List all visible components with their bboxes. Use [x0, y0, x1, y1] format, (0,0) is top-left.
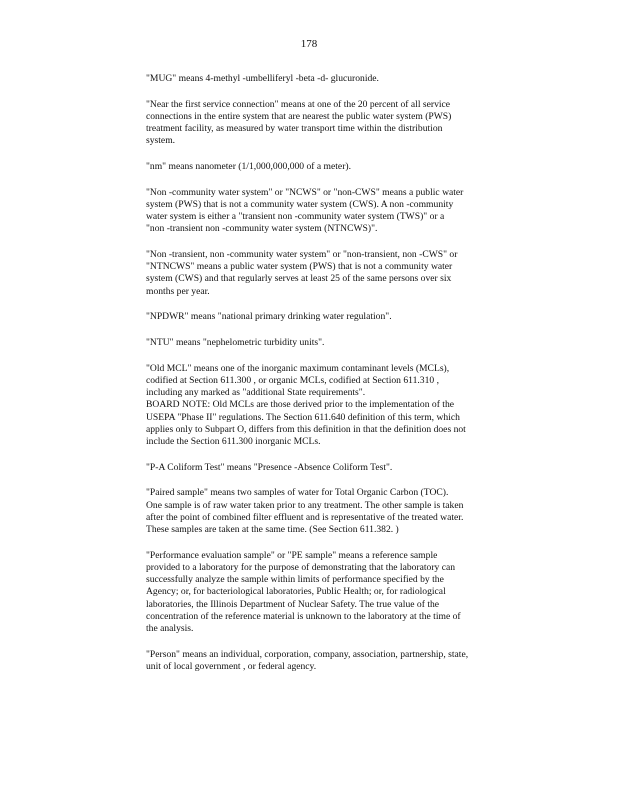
definition-line: system.: [146, 135, 176, 147]
definition-line: These samples are taken at the same time. (See Section 611.382. ): [146, 523, 399, 535]
definition-paragraph: [146, 487, 541, 536]
definition-line: Agency; or, for bacteriological laboratories, Public Health; or, for radiological: [146, 586, 446, 598]
definition-paragraph: [146, 73, 541, 85]
definition-line: "NTU" means "nephelometric turbidity units".: [146, 337, 325, 349]
definition-line: months per year.: [146, 285, 210, 297]
definition-paragraph: [146, 649, 541, 673]
definition-line: provided to a laboratory for the purpose of demonstrating that the laboratory can: [146, 561, 456, 573]
definition-line: "nm" means nanometer (1/1,000,000,000 of a meter).: [146, 161, 351, 173]
definition-line: applies only to Subpart O, differs from this definition in that the definition does not: [146, 423, 466, 435]
page-number: 178: [300, 38, 318, 50]
definition-line: including any marked as "additional State requirements".: [146, 387, 366, 399]
definition-paragraph: [146, 337, 541, 349]
definition-line: BOARD NOTE: Old MCLs are those derived prior to the implementation of the: [146, 399, 455, 411]
definition-line: "Performance evaluation sample" or "PE sample" means a reference sample: [146, 549, 438, 561]
definition-paragraph: [146, 462, 541, 474]
definition-line: "MUG" means 4-methyl -umbelliferyl -beta -d- glucuronide.: [146, 73, 379, 84]
definition-paragraph: [146, 249, 541, 298]
definition-paragraph: [146, 161, 541, 173]
definition-line: "Person" means an individual, corporation, company, association, partnership, state,: [146, 648, 469, 660]
definition-line: include the Section 611.300 inorganic MCLs.: [146, 435, 321, 447]
definition-line: "NPDWR" means "national primary drinking water regulation".: [146, 311, 392, 323]
definition-line: One sample is of raw water taken prior to any treatment. The other sample is taken: [146, 499, 464, 511]
definition-line: system (CWS) and that regularly serves at least 25 of the same persons over six: [146, 273, 452, 285]
definition-line: after the point of combined filter effluent and is representative of the treated water.: [146, 511, 464, 523]
definition-line: unit of local government , or federal agency.: [146, 660, 317, 672]
definition-line: laboratories, the Illinois Department of Nuclear Safety. The true value of the: [146, 598, 440, 610]
definition-paragraph: [146, 550, 541, 635]
definition-line: "Paired sample" means two samples of water for Total Organic Carbon (TOC).: [146, 487, 449, 499]
definition-line: "Near the first service connection" means at one of the 20 percent of all service: [146, 98, 451, 110]
definition-line: concentration of the reference material is unknown to the laboratory at the time of: [146, 610, 461, 622]
definition-line: successfully analyze the sample within limits of performance specified by the: [146, 574, 444, 586]
definition-paragraph: [146, 311, 541, 323]
definition-line: "non -transient non -community water system (NTNCWS)".: [146, 223, 378, 235]
definition-line: treatment facility, as measured by water transport time within the distribution: [146, 123, 443, 135]
definition-paragraph: [146, 363, 541, 448]
definition-line: "Non -community water system" or "NCWS" or "non-CWS" means a public water: [146, 186, 464, 198]
definitions-list: [146, 73, 541, 687]
definition-line: connections in the entire system that are nearest the public water system (PWS): [146, 110, 452, 122]
definition-line: USEPA "Phase II" regulations. The Section 611.640 definition of this term, which: [146, 411, 460, 423]
definition-line: codified at Section 611.300 , or organic MCLs, codified at Section 611.310 ,: [146, 374, 439, 386]
definition-line: system (PWS) that is not a community water system (CWS). A non -community: [146, 198, 454, 210]
definition-line: "NTNCWS" means a public water system (PWS) that is not a community water: [146, 261, 453, 273]
definition-line: "Old MCL" means one of the inorganic maximum contaminant levels (MCLs),: [146, 362, 450, 374]
definition-line: "Non -transient, non -community water system" or "non-transient, non -CWS" or: [146, 249, 458, 261]
definition-line: the analysis.: [146, 622, 194, 634]
definition-paragraph: [146, 187, 541, 236]
definition-line: "P-A Coliform Test" means "Presence -Absence Coliform Test".: [146, 461, 393, 473]
definition-paragraph: [146, 99, 541, 148]
definition-line: water system is either a "transient non -community water system (TWS)" or a: [146, 211, 445, 223]
